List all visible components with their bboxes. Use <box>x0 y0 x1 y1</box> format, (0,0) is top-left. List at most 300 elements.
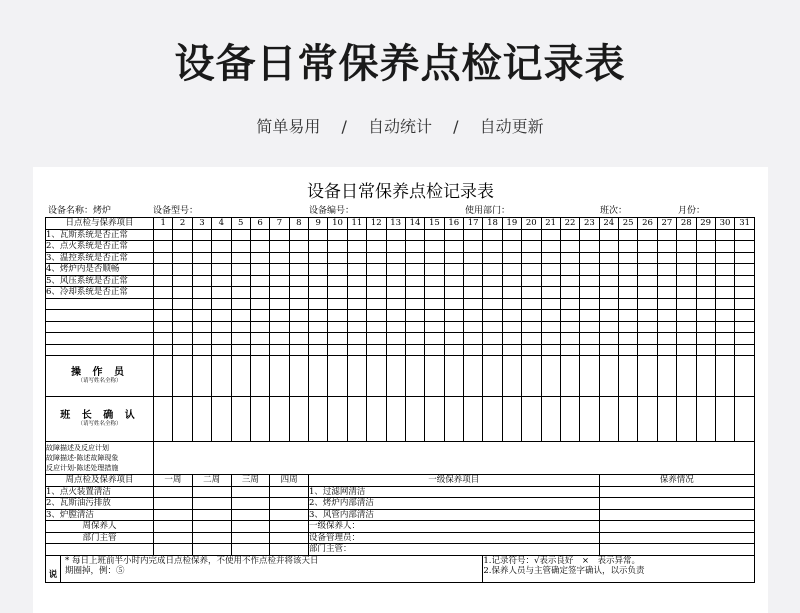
week-cell <box>154 521 193 533</box>
check-cell <box>522 287 541 299</box>
signature-cell <box>444 356 463 397</box>
check-cell <box>502 321 521 333</box>
check-cell <box>483 333 502 345</box>
check-cell <box>638 229 657 241</box>
check-cell <box>347 298 366 310</box>
check-cell <box>425 321 444 333</box>
empty-row <box>46 321 755 333</box>
check-cell <box>192 264 211 276</box>
check-cell <box>677 333 696 345</box>
check-cell <box>250 252 269 264</box>
check-cell <box>250 287 269 299</box>
check-cell <box>657 241 676 253</box>
signature-cell <box>677 356 696 397</box>
check-cell <box>483 229 502 241</box>
signature-cell <box>580 397 599 442</box>
check-cell <box>560 321 579 333</box>
check-cell <box>328 310 347 322</box>
check-cell <box>735 241 755 253</box>
empty-row <box>46 298 755 310</box>
empty-label-cell <box>46 344 154 356</box>
check-cell <box>599 241 618 253</box>
check-cell <box>192 241 211 253</box>
empty-label-cell <box>46 321 154 333</box>
check-cell <box>502 333 521 345</box>
check-cell <box>309 298 328 310</box>
check-cell <box>386 333 405 345</box>
check-cell <box>677 344 696 356</box>
check-cell <box>483 264 502 276</box>
check-cell <box>657 333 676 345</box>
week-cell <box>270 544 309 556</box>
day-header: 7 <box>270 218 289 230</box>
check-cell <box>347 310 366 322</box>
daily-item-row <box>46 287 755 299</box>
check-cell <box>580 310 599 322</box>
check-cell <box>599 333 618 345</box>
weekly-header-row <box>46 475 755 487</box>
check-cell <box>715 264 734 276</box>
status-header: 保养情况 <box>599 475 754 487</box>
week-cell <box>192 521 231 533</box>
week-cell <box>270 521 309 533</box>
check-cell <box>347 321 366 333</box>
check-cell <box>619 264 638 276</box>
check-cell <box>367 264 386 276</box>
check-cell <box>638 321 657 333</box>
day-header: 31 <box>735 218 755 230</box>
tag-auto-update: 自动更新 <box>479 117 544 136</box>
check-cell <box>328 321 347 333</box>
check-cell <box>502 252 521 264</box>
check-cell <box>677 252 696 264</box>
check-cell <box>270 310 289 322</box>
check-cell <box>270 298 289 310</box>
check-cell <box>309 333 328 345</box>
check-cell <box>405 321 424 333</box>
signature-cell <box>599 397 618 442</box>
week-cell <box>192 498 231 510</box>
check-cell <box>541 264 560 276</box>
check-cell <box>696 264 715 276</box>
check-cell <box>677 298 696 310</box>
check-cell <box>367 333 386 345</box>
check-cell <box>541 321 560 333</box>
check-cell <box>657 275 676 287</box>
day-header: 21 <box>541 218 560 230</box>
check-cell <box>192 275 211 287</box>
day-header: 22 <box>560 218 579 230</box>
level1-item: 部门主管： <box>309 544 600 556</box>
check-cell <box>522 229 541 241</box>
day-header: 23 <box>580 218 599 230</box>
check-cell <box>464 252 483 264</box>
check-cell <box>405 229 424 241</box>
day-header: 17 <box>464 218 483 230</box>
week-cell <box>270 532 309 544</box>
check-cell <box>444 252 463 264</box>
check-cell <box>560 287 579 299</box>
check-cell <box>192 287 211 299</box>
check-cell <box>231 229 250 241</box>
check-cell <box>677 321 696 333</box>
signature-cell <box>289 356 308 397</box>
day-header: 9 <box>309 218 328 230</box>
daily-item-label: 1、瓦斯系统是否正常 <box>46 229 154 241</box>
signature-cell <box>483 356 502 397</box>
signature-cell <box>580 356 599 397</box>
check-cell <box>502 241 521 253</box>
check-cell <box>696 321 715 333</box>
check-cell <box>212 275 231 287</box>
check-cell <box>289 333 308 345</box>
signature-cell <box>270 356 289 397</box>
check-cell <box>638 275 657 287</box>
check-cell <box>696 333 715 345</box>
check-cell <box>309 344 328 356</box>
check-cell <box>270 241 289 253</box>
signature-cell <box>425 397 444 442</box>
equip-name-field: 设备名称：烤炉 <box>48 206 112 216</box>
check-cell <box>309 287 328 299</box>
check-cell <box>154 321 173 333</box>
check-cell <box>464 310 483 322</box>
signature-cell <box>696 397 715 442</box>
check-cell <box>522 252 541 264</box>
check-cell <box>580 321 599 333</box>
signature-cell <box>309 356 328 397</box>
week-cell <box>154 532 193 544</box>
day-header: 11 <box>347 218 366 230</box>
week-header: 三周 <box>231 475 270 487</box>
check-cell <box>231 275 250 287</box>
check-cell <box>231 252 250 264</box>
tag-separator: / <box>453 117 459 136</box>
check-cell <box>154 310 173 322</box>
check-cell <box>386 310 405 322</box>
check-cell <box>212 310 231 322</box>
check-cell <box>541 241 560 253</box>
daily-item-row <box>46 252 755 264</box>
check-cell <box>599 287 618 299</box>
check-cell <box>560 241 579 253</box>
signature-cell <box>464 397 483 442</box>
check-cell <box>154 264 173 276</box>
header-label: 日点检与保养项目 <box>46 218 154 230</box>
day-header: 24 <box>599 218 618 230</box>
check-cell <box>289 275 308 287</box>
fault-line: 故障描述-陈述故障现象 <box>46 454 119 462</box>
daily-item-row <box>46 241 755 253</box>
check-cell <box>212 333 231 345</box>
check-cell <box>638 344 657 356</box>
check-cell <box>250 321 269 333</box>
signature-cell <box>560 397 579 442</box>
week-cell <box>270 498 309 510</box>
status-cell <box>599 509 754 521</box>
level1-item: 2、烤炉内部清洁 <box>309 498 600 510</box>
shift-field: 班次： <box>600 206 628 216</box>
check-cell <box>444 310 463 322</box>
check-cell <box>580 344 599 356</box>
check-cell <box>483 298 502 310</box>
check-cell <box>502 229 521 241</box>
level1-item: 1、过滤网清洁 <box>309 486 600 498</box>
check-cell <box>347 229 366 241</box>
check-cell <box>270 344 289 356</box>
signature-cell <box>309 397 328 442</box>
week-cell <box>154 498 193 510</box>
check-cell <box>735 344 755 356</box>
check-cell <box>250 241 269 253</box>
level1-item: 3、风管内部清洁 <box>309 509 600 521</box>
empty-label-cell <box>46 333 154 345</box>
signature-cell <box>212 397 231 442</box>
status-cell <box>599 486 754 498</box>
check-cell <box>173 252 192 264</box>
check-cell <box>289 298 308 310</box>
week-cell <box>270 509 309 521</box>
note-line: 期圈掉，例：⑤ <box>65 565 125 576</box>
tag-auto-stats: 自动统计 <box>367 117 432 136</box>
check-cell <box>154 229 173 241</box>
signature-cell <box>250 356 269 397</box>
check-cell <box>560 298 579 310</box>
check-cell <box>425 252 444 264</box>
check-cell <box>696 241 715 253</box>
check-cell <box>715 241 734 253</box>
check-cell <box>173 241 192 253</box>
empty-row <box>46 333 755 345</box>
signature-cell <box>231 397 250 442</box>
check-cell <box>444 321 463 333</box>
check-cell <box>464 229 483 241</box>
check-cell <box>444 344 463 356</box>
month-field: 月份： <box>678 206 706 216</box>
check-cell <box>735 321 755 333</box>
check-cell <box>560 344 579 356</box>
check-cell <box>173 287 192 299</box>
weekly-row <box>46 509 755 521</box>
day-header: 2 <box>173 218 192 230</box>
check-cell <box>638 287 657 299</box>
check-cell <box>367 344 386 356</box>
check-cell <box>483 275 502 287</box>
day-header: 1 <box>154 218 173 230</box>
check-cell <box>464 298 483 310</box>
week-cell <box>192 544 231 556</box>
check-cell <box>386 344 405 356</box>
week-cell <box>192 509 231 521</box>
operator-label <box>46 356 154 397</box>
check-cell <box>386 241 405 253</box>
fault-line: 故障描述及反应计划 <box>46 444 109 452</box>
check-cell <box>522 275 541 287</box>
signature-cell <box>715 397 734 442</box>
signature-cell <box>735 397 755 442</box>
check-cell <box>560 229 579 241</box>
check-cell <box>696 252 715 264</box>
check-cell <box>405 241 424 253</box>
check-cell <box>502 310 521 322</box>
check-cell <box>289 310 308 322</box>
notes-left <box>46 555 483 582</box>
check-cell <box>522 321 541 333</box>
check-cell <box>405 310 424 322</box>
check-cell <box>599 321 618 333</box>
week-cell <box>192 532 231 544</box>
check-cell <box>657 321 676 333</box>
check-cell <box>367 287 386 299</box>
signature-cell <box>522 356 541 397</box>
day-header: 12 <box>367 218 386 230</box>
signature-cell <box>250 397 269 442</box>
check-cell <box>173 344 192 356</box>
check-cell <box>444 275 463 287</box>
signature-cell <box>405 397 424 442</box>
note-line: 1.记录符号：√表示良好 × 表示异常。 <box>483 555 641 566</box>
check-cell <box>289 241 308 253</box>
level1-item: 一级保养人： <box>309 521 600 533</box>
check-cell <box>192 252 211 264</box>
check-cell <box>677 241 696 253</box>
check-cell <box>192 321 211 333</box>
signature-cell <box>173 397 192 442</box>
daily-item-label: 6、冷却系统是否正常 <box>46 287 154 299</box>
check-cell <box>502 344 521 356</box>
check-cell <box>677 264 696 276</box>
check-cell <box>212 298 231 310</box>
tag-separator: / <box>341 117 347 136</box>
check-cell <box>483 252 502 264</box>
check-cell <box>289 229 308 241</box>
check-cell <box>464 241 483 253</box>
check-cell <box>173 310 192 322</box>
check-cell <box>173 275 192 287</box>
day-header: 18 <box>483 218 502 230</box>
signature-cell <box>735 356 755 397</box>
check-cell <box>464 321 483 333</box>
signature-cell <box>541 397 560 442</box>
signature-cell <box>657 397 676 442</box>
check-cell <box>231 321 250 333</box>
daily-item-row <box>46 275 755 287</box>
signature-cell <box>541 356 560 397</box>
check-cell <box>619 321 638 333</box>
signature-cell <box>464 356 483 397</box>
check-cell <box>677 229 696 241</box>
check-cell <box>444 264 463 276</box>
spreadsheet-preview <box>33 167 768 613</box>
check-cell <box>250 298 269 310</box>
day-header: 20 <box>522 218 541 230</box>
check-cell <box>309 264 328 276</box>
check-cell <box>405 344 424 356</box>
check-cell <box>599 298 618 310</box>
check-cell <box>580 275 599 287</box>
check-cell <box>425 344 444 356</box>
week-cell <box>231 498 270 510</box>
check-cell <box>638 333 657 345</box>
signature-cell <box>522 397 541 442</box>
signature-cell <box>619 356 638 397</box>
check-cell <box>289 287 308 299</box>
check-cell <box>425 264 444 276</box>
signature-cell <box>192 397 211 442</box>
weekly-item-label: 周保养人 <box>46 521 154 533</box>
check-cell <box>619 229 638 241</box>
check-cell <box>541 252 560 264</box>
check-cell <box>347 287 366 299</box>
check-cell <box>386 229 405 241</box>
check-cell <box>522 310 541 322</box>
check-cell <box>192 344 211 356</box>
check-cell <box>657 264 676 276</box>
status-cell <box>599 544 754 556</box>
check-cell <box>580 252 599 264</box>
check-cell <box>347 275 366 287</box>
check-cell <box>405 264 424 276</box>
check-cell <box>599 264 618 276</box>
check-cell <box>173 321 192 333</box>
signature-cell <box>502 397 521 442</box>
check-cell <box>599 229 618 241</box>
status-cell <box>599 521 754 533</box>
signature-cell <box>154 356 173 397</box>
check-cell <box>696 275 715 287</box>
week-cell <box>154 486 193 498</box>
check-cell <box>405 252 424 264</box>
check-cell <box>328 229 347 241</box>
week-header: 二周 <box>192 475 231 487</box>
check-cell <box>347 344 366 356</box>
check-cell <box>270 275 289 287</box>
check-cell <box>425 310 444 322</box>
check-cell <box>192 298 211 310</box>
day-header: 10 <box>328 218 347 230</box>
week-header: 一周 <box>154 475 193 487</box>
check-cell <box>483 321 502 333</box>
check-cell <box>599 252 618 264</box>
check-cell <box>638 298 657 310</box>
check-cell <box>541 333 560 345</box>
day-header: 30 <box>715 218 734 230</box>
day-header: 13 <box>386 218 405 230</box>
check-cell <box>580 264 599 276</box>
week-cell <box>231 544 270 556</box>
check-cell <box>231 264 250 276</box>
check-cell <box>638 310 657 322</box>
equip-model-field: 设备型号： <box>153 206 199 216</box>
signature-cell <box>502 356 521 397</box>
check-cell <box>328 287 347 299</box>
check-cell <box>735 333 755 345</box>
signature-cell <box>347 397 366 442</box>
week-cell <box>231 521 270 533</box>
check-cell <box>444 229 463 241</box>
check-cell <box>541 298 560 310</box>
notes-row <box>46 555 755 582</box>
leader-hint: （请写姓名全称） <box>77 420 122 427</box>
weekly-row <box>46 532 755 544</box>
check-cell <box>715 310 734 322</box>
week-cell <box>192 486 231 498</box>
status-cell <box>599 498 754 510</box>
notes-side-label: 说 <box>46 556 61 582</box>
leader-title: 班 长 确 认 <box>60 409 139 421</box>
signature-cell <box>425 356 444 397</box>
check-cell <box>386 298 405 310</box>
